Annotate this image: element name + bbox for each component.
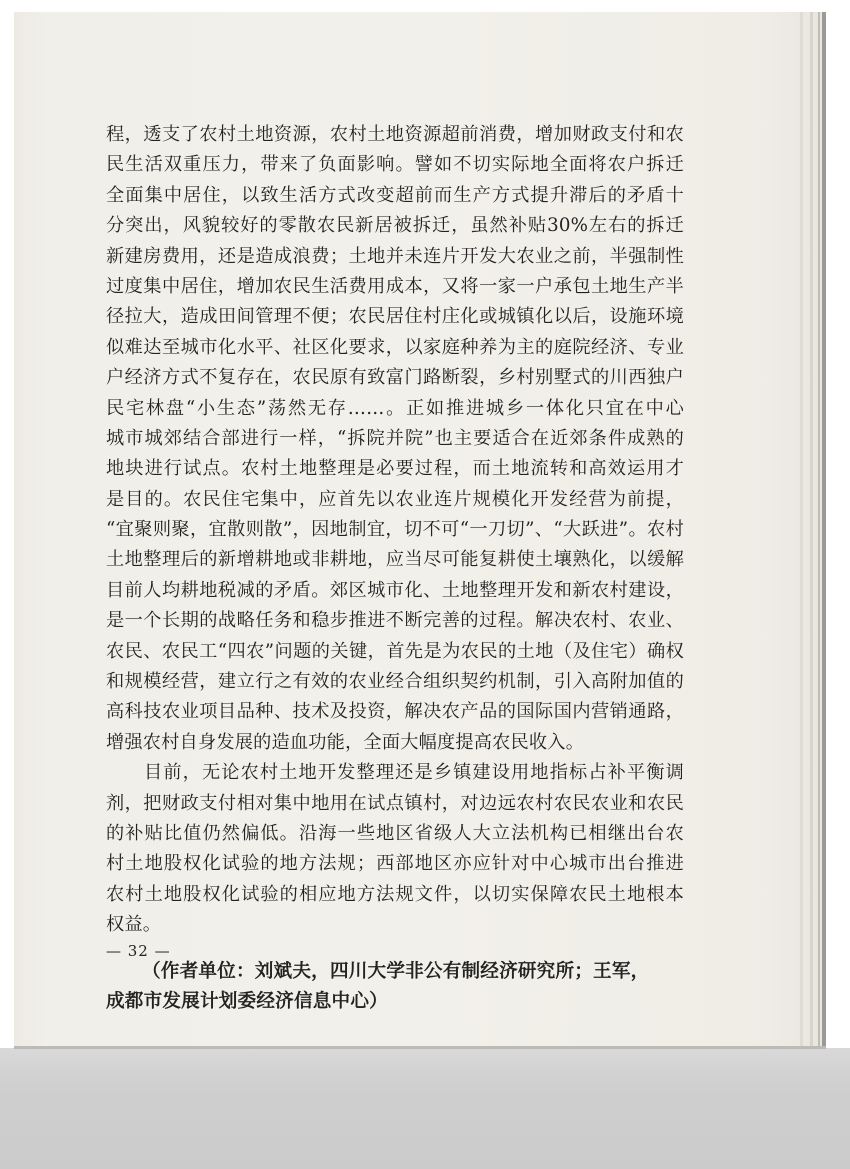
page-edge <box>822 12 826 1048</box>
page-edge <box>800 12 803 1048</box>
text-line: 农村土地股权化试验的相应地方法规文件，以切实保障农民土地根本 <box>106 883 684 905</box>
body-text <box>106 120 684 1017</box>
text-line: 剂，把财政支付相对集中地用在试点镇村，对边远农村农民农业和农民 <box>106 792 684 814</box>
page-edge <box>818 12 820 1048</box>
text-line: 土地整理后的新增耕地或非耕地，应当尽可能复耕使土壤熟化，以缓解 <box>106 549 684 571</box>
text-line: 农民、农民工“四农”问题的关键，首先是为农民的土地（及住宅）确权 <box>106 640 684 662</box>
author-affiliation: （作者单位：刘斌夫，四川大学非公有制经济研究所；王军， <box>142 960 650 982</box>
text-line: 分突出，风貌较好的零散农民新居被拆迁，虽然补贴30%左右的拆迁 <box>106 215 684 237</box>
text-line: 地块进行试点。农村土地整理是必要过程，而土地流转和高效运用才 <box>106 458 684 480</box>
text-line: 目前人均耕地税减的矛盾。郊区城市化、土地整理开发和新农村建设， <box>106 579 684 601</box>
text-line: “宜聚则聚，宜散则散”，因地制宜，切不可“一刀切”、“大跃进”。农村 <box>106 519 684 541</box>
scanner-background <box>0 1048 850 1169</box>
text-line: 和规模经营，建立行之有效的农业经合组织契约机制，引入高附加值的 <box>106 671 684 693</box>
text-line: 目前，无论农村土地开发整理还是乡镇建设用地指标占补平衡调 <box>144 762 684 784</box>
author-affiliation-continued: 成都市发展计划委经济信息中心） <box>106 990 388 1012</box>
text-line: 权益。 <box>106 914 162 936</box>
page-number: — 32 — <box>106 942 171 960</box>
page-bottom-edge <box>14 1046 826 1049</box>
text-line: 村土地股权化试验的地方法规；西部地区亦应针对中心城市出台推进 <box>106 853 684 875</box>
text-line: 民生活双重压力，带来了负面影响。譬如不切实际地全面将农户拆迁 <box>106 154 684 176</box>
text-line: 似难达至城市化水平、社区化要求，以家庭种养为主的庭院经济、专业 <box>106 336 684 358</box>
text-line: 增强农村自身发展的造血功能，全面大幅度提高农民收入。 <box>106 731 585 753</box>
text-line: 民宅林盘“小生态”荡然无存……。正如推进城乡一体化只宜在中心 <box>106 397 684 419</box>
text-line: 过度集中居住，增加农民生活费用成本，又将一家一户承包土地生产半 <box>106 275 684 297</box>
text-line: 全面集中居住，以致生活方式改变超前而生产方式提升滞后的矛盾十 <box>106 184 684 206</box>
text-line: 新建房费用，还是造成浪费；土地并未连片开发大农业之前，半强制性 <box>106 245 684 267</box>
text-line: 是目的。农民住宅集中，应首先以农业连片规模化开发经营为前提， <box>106 488 684 510</box>
text-line: 的补贴比值仍然偏低。沿海一些地区省级人大立法机构已相继出台农 <box>106 822 684 844</box>
text-line: 城市城郊结合部进行一样，“拆院并院”也主要适合在近郊条件成熟的 <box>106 427 684 449</box>
text-line: 高科技农业项目品种、技术及投资，解决农产品的国际国内营销通路， <box>106 701 684 723</box>
text-line: 是一个长期的战略任务和稳步推进不断完善的过程。解决农村、农业、 <box>106 610 684 632</box>
page-edge <box>810 12 813 1048</box>
text-line: 程，透支了农村土地资源，农村土地资源超前消费，增加财政支付和农 <box>106 124 684 145</box>
text-line: 户经济方式不复存在，农民原有致富门路断裂，乡村别墅式的川西独户 <box>106 367 684 389</box>
text-line: 径拉大，造成田间管理不便；农民居住村庄化或城镇化以后，设施环境 <box>106 306 684 328</box>
